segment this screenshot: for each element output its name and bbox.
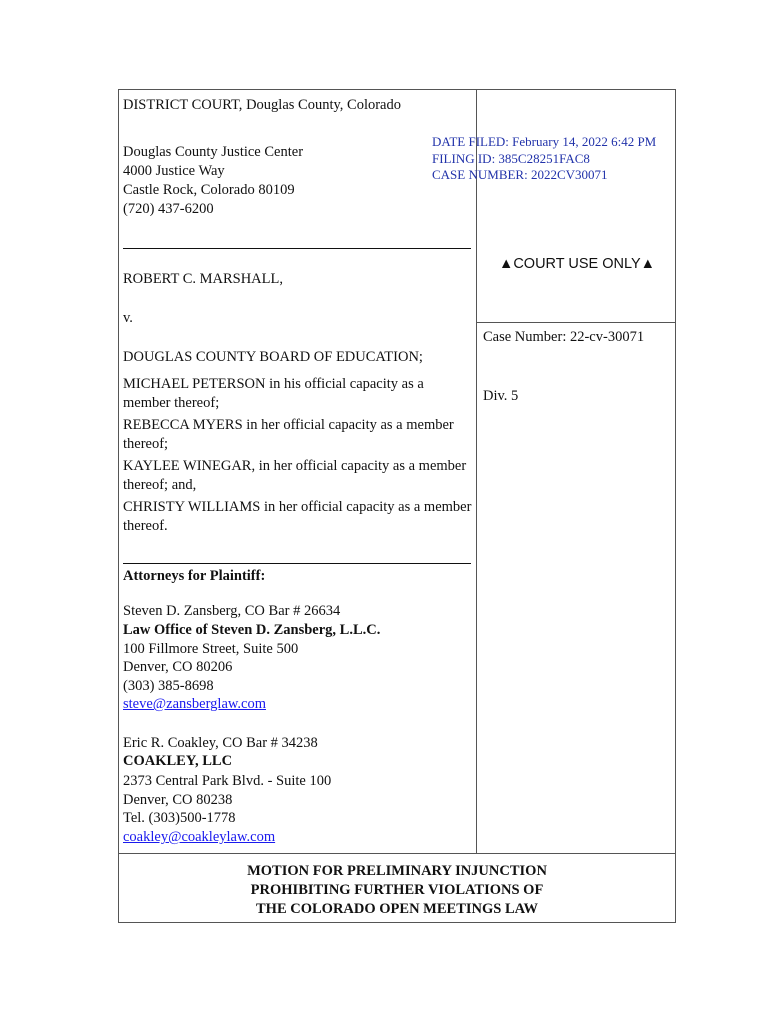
attorney2-email-link[interactable]: coakley@coakleylaw.com <box>123 829 276 845</box>
filing-stamp <box>432 134 656 184</box>
defendant-williams: CHRISTY WILLIAMS in her official capacity as a member thereof. <box>123 499 472 534</box>
defendant-myers: REBECCA MYERS in her official capacity as a member thereof; <box>123 417 454 452</box>
attorney1-firm: Law Office of Steven D. Zansberg, L.L.C. <box>123 622 381 638</box>
attorneys-heading: Attorneys for Plaintiff: <box>123 568 266 584</box>
attorney2-name: Eric R. Coakley, CO Bar # 34238 <box>123 735 318 751</box>
court-address-2: 4000 Justice Way <box>123 163 225 179</box>
attorney1-email-link[interactable]: steve@zansberglaw.com <box>123 696 266 712</box>
filing-id: FILING ID: 385C28251FAC8 <box>432 150 590 166</box>
court-address-1: Douglas County Justice Center <box>123 144 304 160</box>
case-number: Case Number: 22-cv-30071 <box>483 329 645 345</box>
title-divider <box>118 853 676 854</box>
attorney2-city: Denver, CO 80238 <box>123 792 233 808</box>
attorney2-street: 2373 Central Park Blvd. - Suite 100 <box>123 773 332 789</box>
defendant-peterson: MICHAEL PETERSON in his official capacity as a member thereof; <box>123 376 424 411</box>
attorney2-firm: COAKLEY, LLC <box>123 753 233 769</box>
division: Div. 5 <box>483 388 519 404</box>
stamp-case-number: CASE NUMBER: 2022CV30071 <box>432 167 608 182</box>
right-column-divider <box>476 322 676 323</box>
column-divider <box>476 89 477 854</box>
motion-title-line-1: MOTION FOR PRELIMINARY INJUNCTION <box>247 863 547 879</box>
attorney1-city: Denver, CO 80206 <box>123 659 233 675</box>
motion-title-line-2: PROHIBITING FURTHER VIOLATIONS OF <box>250 882 544 898</box>
court-county: Douglas County, Colorado <box>246 97 401 113</box>
court-phone: (720) 437-6200 <box>123 201 214 217</box>
attorney1-street: 100 Fillmore Street, Suite 500 <box>123 641 299 657</box>
court-prefix: DISTRICT COURT, <box>123 97 243 113</box>
date-filed: DATE FILED: February 14, 2022 6:42 PM <box>432 134 657 149</box>
motion-title-line-3: THE COLORADO OPEN MEETINGS LAW <box>256 901 538 917</box>
attorney1-phone: (303) 385-8698 <box>123 678 214 694</box>
court-use-only: ▲COURT USE ONLY▲ <box>498 256 655 272</box>
court-rule <box>123 248 471 249</box>
attorney2-phone: Tel. (303)500-1778 <box>123 810 236 826</box>
motion-title <box>118 862 676 919</box>
attorney1-name: Steven D. Zansberg, CO Bar # 26634 <box>123 603 341 619</box>
defendant-board: DOUGLAS COUNTY BOARD OF EDUCATION; <box>123 349 423 365</box>
court-name <box>123 96 401 115</box>
versus: v. <box>123 310 133 326</box>
plaintiff-name: ROBERT C. MARSHALL, <box>123 271 283 287</box>
defendant-winegar: KAYLEE WINEGAR, in her official capacity as a member thereof; and, <box>123 458 467 493</box>
court-address-3: Castle Rock, Colorado 80109 <box>123 182 295 198</box>
parties-rule <box>123 563 471 564</box>
